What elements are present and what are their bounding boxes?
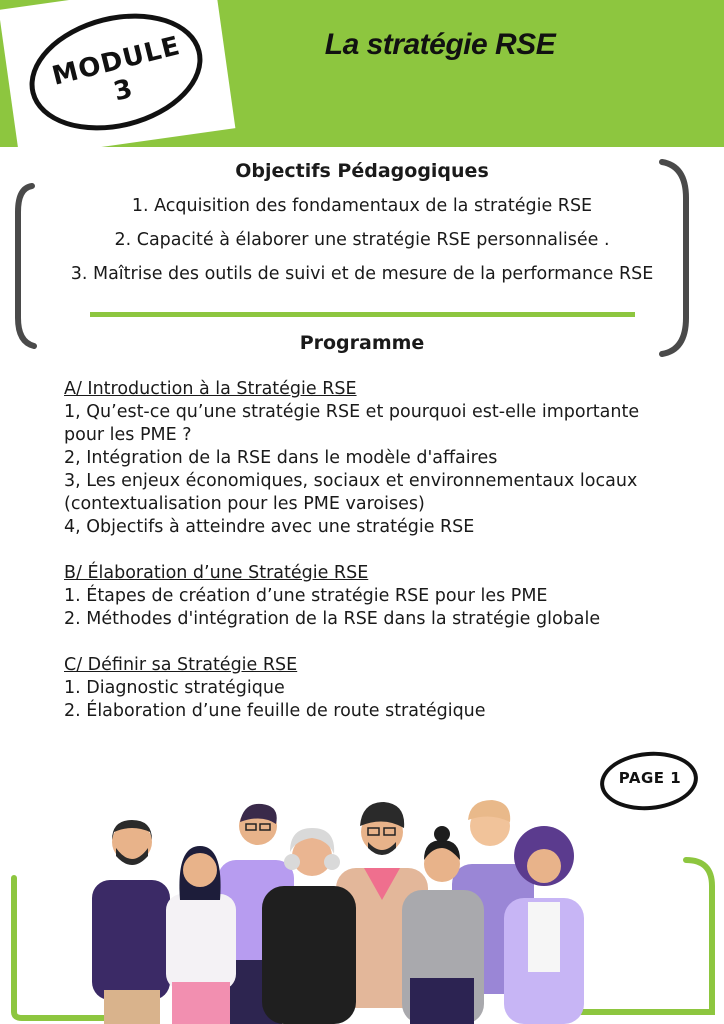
objective-item: 2. Capacité à élaborer une stratégie RSE personnalisée . — [114, 230, 610, 250]
person-4-figure — [262, 828, 356, 1024]
section-a-line: 3, Les enjeux économiques, sociaux et environnementaux locaux (contextualisation pour les PME varoises) — [64, 471, 638, 514]
section-a-line: 1, Qu’est-ce qu’une stratégie RSE et pourquoi est-elle importante pour les PME ? — [64, 402, 640, 445]
section-a-title: A/ Introduction à la Stratégie RSE — [64, 379, 357, 399]
person-1-figure — [92, 820, 170, 1024]
programme-content — [64, 378, 674, 723]
section-c-line: 1. Diagnostic stratégique — [64, 678, 285, 698]
section-c-line: 2. Élaboration d’une feuille de route stratégique — [64, 701, 486, 721]
objectives-heading: Objectifs Pédagogiques — [235, 160, 489, 182]
team-illustration — [0, 790, 724, 1024]
spacer — [64, 539, 674, 562]
section-c-title: C/ Définir sa Stratégie RSE — [64, 655, 298, 675]
section-a-line: 4, Objectifs à atteindre avec une stratégie RSE — [64, 517, 475, 537]
page-title: La stratégie RSE — [324, 28, 556, 61]
module-badge: MODULE 3 — [49, 31, 184, 108]
right-bracket-decoration — [656, 158, 696, 358]
objective-item: 3. Maîtrise des outils de suivi et de mesure de la performance RSE — [70, 264, 654, 284]
section-b-line: 2. Méthodes d'intégration de la RSE dans la stratégie globale — [64, 609, 601, 629]
section-a-line: 2, Intégration de la RSE dans le modèle d'affaires — [64, 448, 498, 468]
section-b-line: 1. Étapes de création d’une stratégie RSE pour les PME — [64, 586, 548, 606]
objective-item: 1. Acquisition des fondamentaux de la stratégie RSE — [131, 196, 593, 216]
section-divider — [90, 312, 635, 317]
section-b-title: B/ Élaboration d’une Stratégie RSE — [64, 563, 369, 583]
person-9-figure — [504, 826, 584, 1024]
spacer — [64, 631, 674, 654]
person-7-figure — [402, 826, 484, 1024]
page-number-badge: PAGE 1 — [618, 769, 682, 787]
programme-heading: Programme — [299, 332, 425, 354]
